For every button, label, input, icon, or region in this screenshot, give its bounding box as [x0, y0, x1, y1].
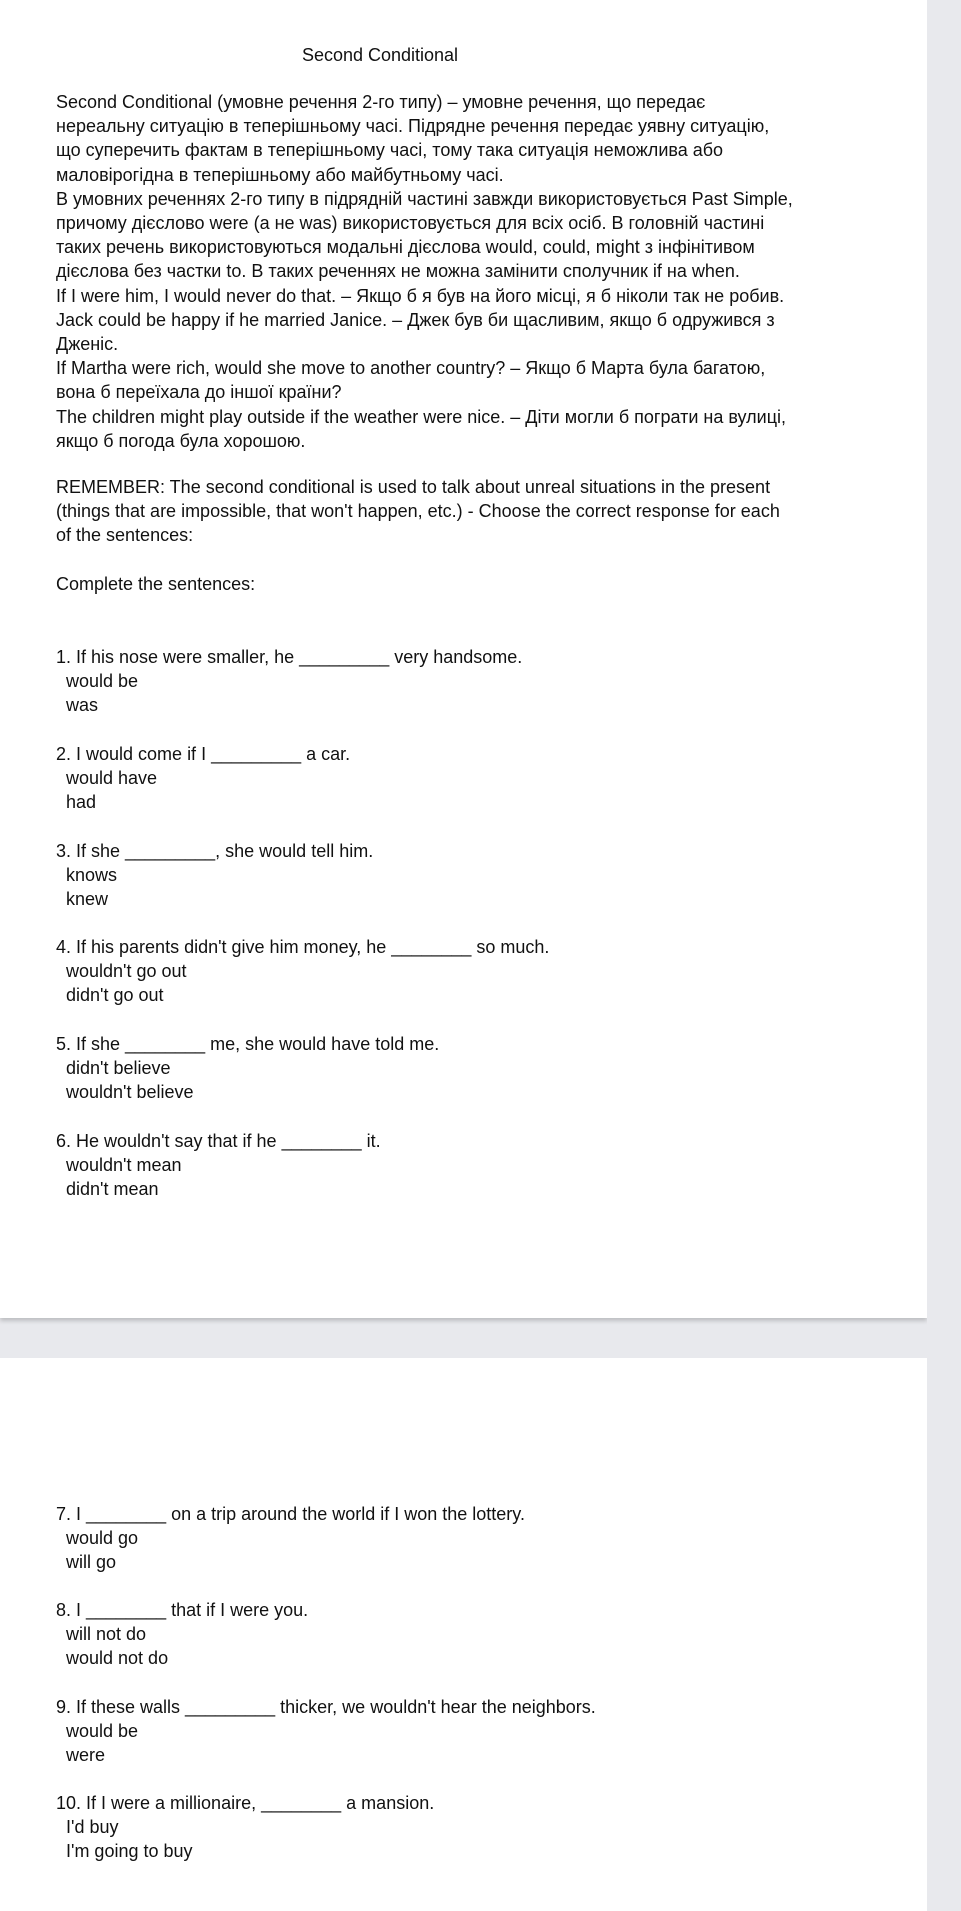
- answer-option[interactable]: will go: [66, 1552, 117, 1573]
- answer-option[interactable]: would not do: [66, 1648, 169, 1669]
- answer-option[interactable]: didn't mean: [66, 1179, 159, 1200]
- intro-line: Second Conditional (умовне речення 2-го типу) – умовне речення, що передає: [56, 92, 706, 112]
- intro-line: The children might play outside if the weather were nice. – Діти могли б пограти на вулиці,: [56, 406, 787, 427]
- answer-option[interactable]: will not do: [66, 1624, 147, 1645]
- answer-option[interactable]: I'm going to buy: [66, 1841, 193, 1862]
- answer-option[interactable]: would go: [66, 1528, 139, 1549]
- question-text: 7. I ________ on a trip around the world if I won the lottery.: [56, 1504, 525, 1524]
- intro-line: вона б переїхала до іншої країни?: [56, 382, 342, 403]
- intro-line: причому дієслово were (а не was) використовується для всіх осіб. В головній частині: [56, 213, 765, 234]
- intro-line: що суперечить фактам в теперішньому часі, тому така ситуація неможлива або: [56, 140, 724, 161]
- answer-option[interactable]: I'd buy: [66, 1817, 119, 1838]
- intro-line: If I were him, I would never do that. – Якщо б я був на його місці, я б ніколи так не робив.: [56, 285, 785, 306]
- answer-option[interactable]: would be: [66, 1721, 139, 1742]
- intro-line: таких речень використовуються модальні дієслова would, could, might з інфінітивом: [56, 237, 755, 258]
- intro-line: Jack could be happy if he married Janice. – Джек був би щасливим, якщо б одружився з: [56, 309, 775, 330]
- question-6: [56, 1129, 381, 1202]
- remember-note: [56, 475, 876, 548]
- answer-option[interactable]: would be: [66, 671, 139, 692]
- question-text: 3. If she _________, she would tell him.: [56, 841, 374, 861]
- complete-sentences-label: Complete the sentences:: [56, 574, 256, 594]
- question-text: 8. I ________ that if I were you.: [56, 1600, 309, 1620]
- question-8: [56, 1598, 308, 1671]
- question-4: [56, 935, 549, 1008]
- question-2: [56, 742, 350, 815]
- intro-line: якщо б погода була хорошою.: [56, 430, 306, 451]
- intro-paragraph: [56, 90, 876, 453]
- question-text: 1. If his nose were smaller, he _________ very handsome.: [56, 647, 523, 667]
- intro-line: нереальну ситуацію в теперішньому часі. Підрядне речення передає уявну ситуацію,: [56, 116, 770, 137]
- answer-option[interactable]: were: [66, 1745, 106, 1766]
- answer-option[interactable]: didn't believe: [66, 1058, 171, 1079]
- intro-line: If Martha were rich, would she move to another country? – Якщо б Марта була багатою,: [56, 358, 766, 379]
- answer-option[interactable]: wouldn't go out: [66, 961, 187, 982]
- question-7: [56, 1502, 525, 1575]
- remember-line: of the sentences:: [56, 525, 194, 546]
- question-10: [56, 1791, 434, 1864]
- answer-option[interactable]: didn't go out: [66, 985, 164, 1006]
- remember-line: (things that are impossible, that won't happen, etc.) - Choose the correct response for each: [56, 501, 780, 522]
- intro-line: маловірогідна в теперішньому або майбутньому часі.: [56, 164, 504, 185]
- scrollbar-track[interactable]: [927, 0, 961, 1911]
- answer-option[interactable]: was: [66, 695, 99, 716]
- intro-line: Дженіс.: [56, 334, 119, 355]
- question-text: 5. If she ________ me, she would have told me.: [56, 1034, 440, 1054]
- answer-option[interactable]: wouldn't mean: [66, 1155, 182, 1176]
- question-text: 10. If I were a millionaire, ________ a mansion.: [56, 1793, 435, 1813]
- document-title: Second Conditional: [301, 45, 459, 65]
- intro-line: дієслова без частки to. В таких реченнях не можна замінити сполучник if на when.: [56, 261, 740, 282]
- question-9: [56, 1695, 596, 1768]
- question-text: 4. If his parents didn't give him money, he ________ so much.: [56, 937, 550, 957]
- question-1: [56, 645, 522, 718]
- question-text: 6. He wouldn't say that if he ________ it.: [56, 1131, 381, 1151]
- answer-option[interactable]: wouldn't believe: [66, 1082, 194, 1103]
- question-3: [56, 839, 373, 912]
- answer-option[interactable]: knows: [66, 865, 118, 886]
- question-text: 9. If these walls _________ thicker, we wouldn't hear the neighbors.: [56, 1697, 596, 1717]
- answer-option[interactable]: would have: [66, 768, 158, 789]
- answer-option[interactable]: had: [66, 792, 97, 813]
- intro-line: В умовних реченнях 2-го типу в підрядній частині завжди використовується Past Simple,: [56, 188, 793, 209]
- question-text: 2. I would come if I _________ a car.: [56, 744, 351, 764]
- question-5: [56, 1032, 439, 1105]
- answer-option[interactable]: knew: [66, 889, 109, 910]
- remember-line: REMEMBER: The second conditional is used to talk about unreal situations in the present: [56, 477, 771, 497]
